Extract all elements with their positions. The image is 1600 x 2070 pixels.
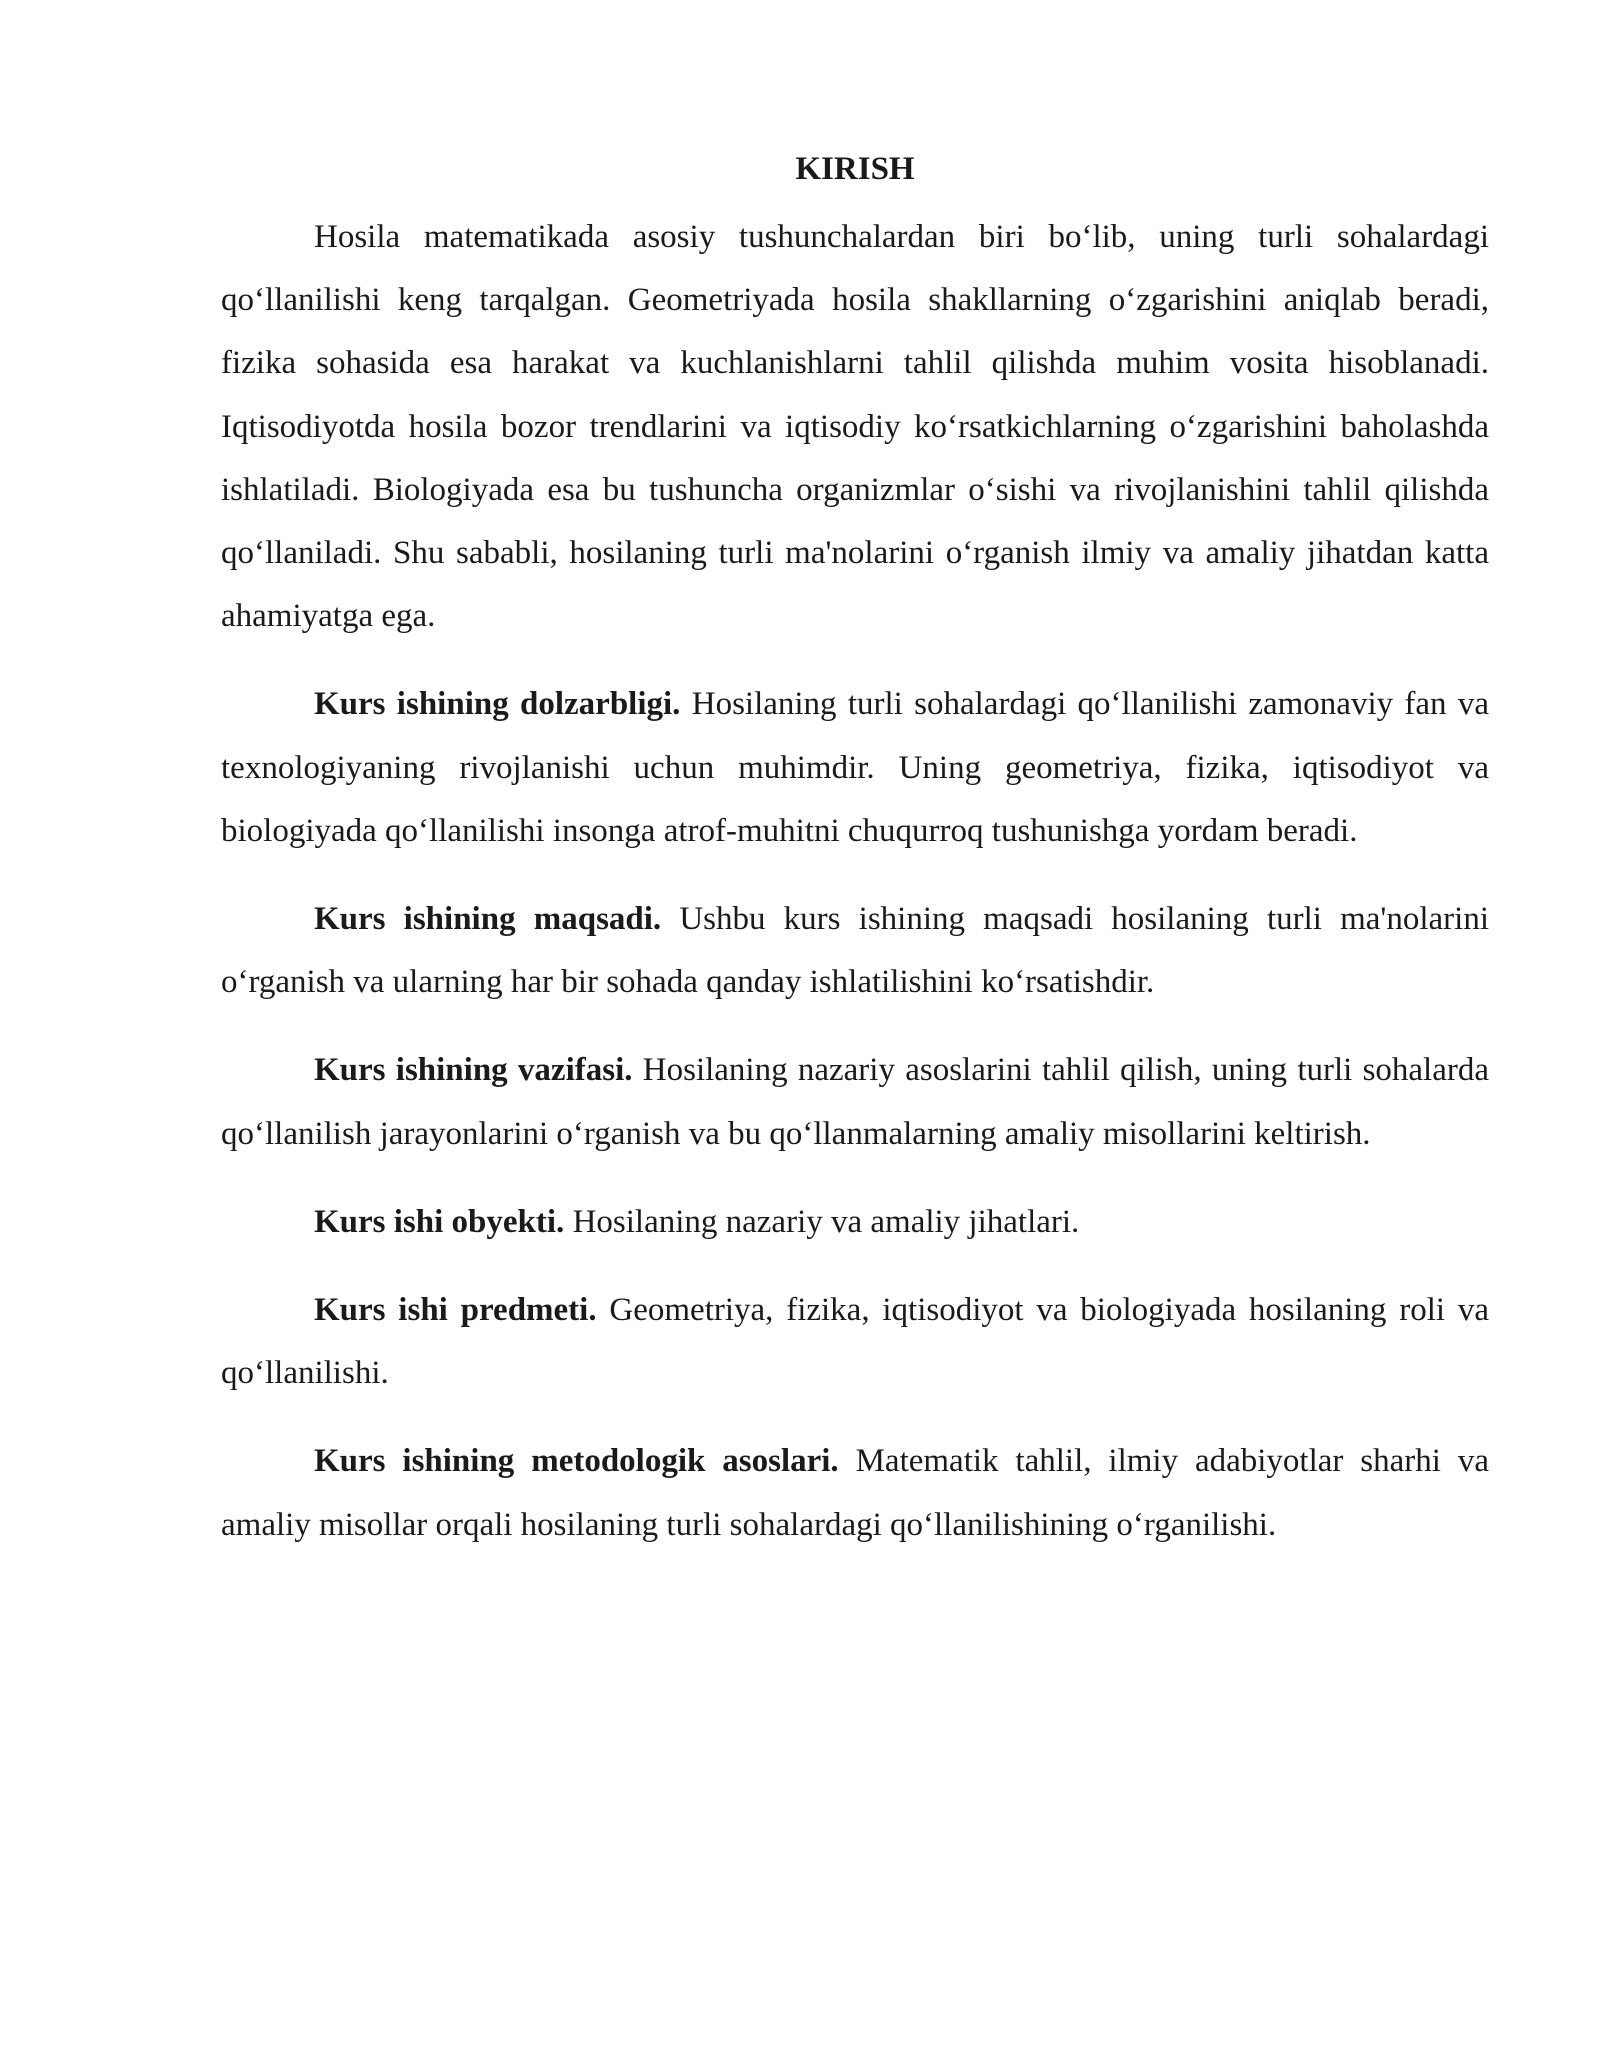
section-heading: Kurs ishining metodologik asoslari. bbox=[314, 1443, 839, 1480]
section-text: Hosilaning nazariy va amaliy jihatlari. bbox=[564, 1203, 1080, 1240]
section-heading: Kurs ishining maqsadi. bbox=[314, 901, 662, 938]
section-heading: Kurs ishi obyekti. bbox=[314, 1203, 565, 1240]
section-vazifasi bbox=[221, 1039, 1489, 1165]
section-heading: Kurs ishining vazifasi. bbox=[314, 1052, 633, 1089]
section-text: Matematik tahlil, ilmiy adabiyotlar sharhi va amaliy misollar orqali hosilaning turli sohalardagi qo‘llanilishining o‘rganilishi. bbox=[221, 1443, 1489, 1543]
page-title: KIRISH bbox=[795, 151, 915, 187]
section-heading: Kurs ishining dolzarbligi. bbox=[314, 686, 681, 723]
section-predmeti bbox=[221, 1279, 1489, 1405]
section-obyekti bbox=[221, 1191, 1489, 1254]
section-text: Geometriya, fizika, iqtisodiyot va biologiyada hosilaning roli va qo‘llanilishi. bbox=[221, 1292, 1489, 1392]
section-maqsadi bbox=[221, 888, 1489, 1014]
section-text: Hosilaning turli sohalardagi qo‘llanilishi zamonaviy fan va texnologiyaning rivojlanishi uchun muhimdir. Uning geometriya, fizika, iqtisodiyot va biologiyada qo‘llanilishi insonga atrof-muhitni chuqurroq tushunishga yordam beradi. bbox=[221, 686, 1489, 849]
intro-paragraph: Hosila matematikada asosiy tushunchalardan biri bo‘lib, uning turli sohalardagi qo‘llanilishi keng tarqalgan. Geometriyada hosila shakllarning o‘zgarishini aniqlab beradi, fizika sohasida esa harakat va kuchlanishlarni tahlil qilishda muhim vosita hisoblanadi. Iqtisodiyotda hosila bozor trendlarini va iqtisodiy ko‘rsatkichlarning o‘zgarishini baholashda ishlatiladi. Biologiyada esa bu tushuncha organizmlar o‘sishi va rivojlanishini tahlil qilishda qo‘llaniladi. Shu sababli, hosilaning turli ma'nolarini o‘rganish ilmiy va amaliy jihatdan katta ahamiyatga ega. bbox=[221, 219, 1489, 635]
section-dolzarbligi bbox=[221, 673, 1489, 863]
section-text: Hosilaning nazariy asoslarini tahlil qilish, uning turli sohalarda qo‘llanilish jarayonlarini o‘rganish va bu qo‘llanmalarning amaliy misollarini keltirish. bbox=[221, 1052, 1490, 1152]
section-heading: Kurs ishi predmeti. bbox=[314, 1292, 597, 1329]
section-metodologik-asoslari bbox=[221, 1430, 1489, 1556]
section-text: Ushbu kurs ishining maqsadi hosilaning turli ma'nolarini o‘rganish va ularning har bir sohada qanday ishlatilishini ko‘rsatishdir. bbox=[221, 901, 1489, 1001]
document-page bbox=[221, 148, 1489, 1582]
